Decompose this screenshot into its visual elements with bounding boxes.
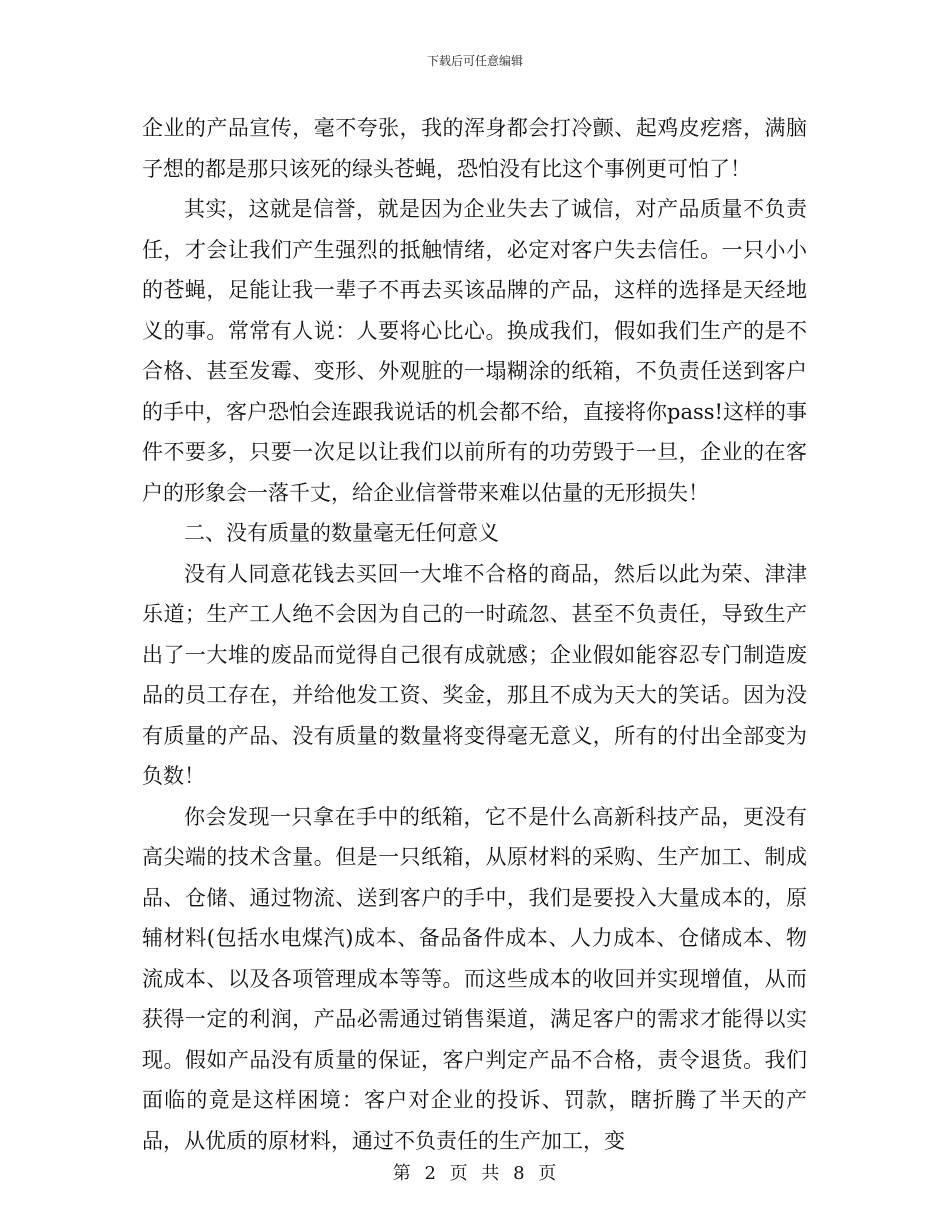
paragraph: 没有人同意花钱去买回一大堆不合格的商品，然后以此为荣、津津乐道；生产工人绝不会因为自己的一时疏忽、甚至不负责任，导致生产出了一大堆的废品而觉得自己很有成就感；企业假如能容忍专门制造废品的员工存在，并给他发工资、奖金，那且不成为天大的笑话。因为没有质量的产品、没有质量的数量将变得毫无意义，所有的付出全部变为负数！ xyxy=(142,561,807,788)
paragraph: 其实，这就是信誉，就是因为企业失去了诚信，对产品质量不负责任，才会让我们产生强烈的抵触情绪，必定对客户失去信任。一只小小的苍蝇，足能让我一辈子不再去买该品牌的产品，这样的选择是天经地义的事。常常有人说：人要将心比心。换成我们，假如我们生产的是不合格、甚至发霉、变形、外观脏的一塌糊涂的纸箱，不负责任送到客户的手中，客户恐怕会连跟我说话的机会都不给，直接将你pass!这样的事件不要多，只要一次足以让我们以前所有的功劳毁于一旦，企业的在客户的形象会一落千丈，给企业信誉带来难以估量的无形损失！ xyxy=(142,197,807,505)
page-header: 下载后可任意编辑 xyxy=(426,54,523,68)
page-number: 第 2 页 共 8 页 xyxy=(392,1163,558,1184)
section-heading: 二、没有质量的数量毫无任何意义 xyxy=(184,521,499,545)
paragraph-continuation: 企业的产品宣传，毫不夸张，我的浑身都会打冷颤、起鸡皮疙瘩，满脑子想的都是那只该死的绿头苍蝇，恐怕没有比这个事例更可怕了！ xyxy=(142,116,807,181)
document-body xyxy=(142,108,807,1161)
paragraph: 你会发现一只拿在手中的纸箱，它不是什么高新科技产品，更没有高尖端的技术含量。但是一只纸箱，从原材料的采购、生产加工、制成品、仓储、通过物流、送到客户的手中，我们是要投入大量成本的，原辅材料(包括水电煤汽)成本、备品备件成本、人力成本、仓储成本、物流成本、以及各项管理成本等等。而这些成本的收回并实现增值，从而获得一定的利润，产品必需通过销售渠道，满足客户的需求才能得以实现。假如产品没有质量的保证，客户判定产品不合格，责令退货。我们面临的竟是这样困境：客户对企业的投诉、罚款，瞎折腾了半天的产品，从优质的原材料，通过不负责任的生产加工，变 xyxy=(142,804,807,1153)
